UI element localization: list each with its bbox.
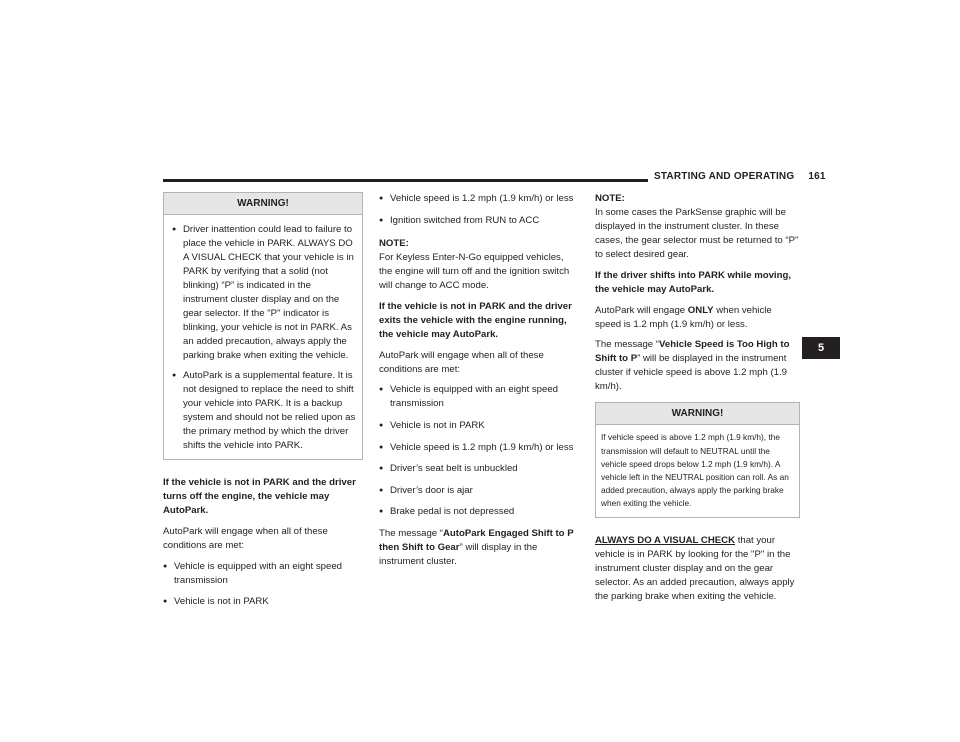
note-label: NOTE: xyxy=(379,238,409,249)
warning-body: If vehicle speed is above 1.2 mph (1.9 km/h), the transmission will default to NEUTRAL until the vehicle speed drops below 1.2 mph (1.9 km/h). A vehicle left in the NEUTRAL position can roll. As an added precaution, always apply the parking brake when exiting the vehicle. xyxy=(601,432,789,509)
note xyxy=(595,192,800,262)
list-item: ● Vehicle is not in PARK xyxy=(163,595,363,609)
running-header xyxy=(654,170,826,184)
column-2 xyxy=(379,192,579,576)
list-item: ● Driver’s door is ajar xyxy=(379,484,579,498)
warning-title: WARNING! xyxy=(596,403,799,425)
warning-title: WARNING! xyxy=(164,193,362,215)
note-text: In some cases the ParkSense graphic will be displayed in the instrument cluster. In these cases, the gear selector must be returned to “P” to select desired gear. xyxy=(595,207,799,260)
text-run: AutoPark will engage xyxy=(595,304,688,316)
warning-body xyxy=(164,215,362,459)
paragraph: AutoPark will engage when all of these conditions are met: xyxy=(163,525,328,551)
text-run: ” will be displayed in the instrument cluster if vehicle speed is above 1.2 mph (1.9 km/h). xyxy=(595,353,787,393)
list-item: ● Ignition switched from RUN to ACC xyxy=(379,214,579,228)
list-item: ● Vehicle is equipped with an eight speed transmission xyxy=(163,560,363,588)
text-run: The message “ xyxy=(379,527,443,539)
paragraph xyxy=(595,338,800,394)
page-number: 161 xyxy=(808,171,826,182)
paragraph xyxy=(595,304,800,332)
note-text: For Keyless Enter-N-Go equipped vehicles, the engine will turn off and the ignition switch will change to ACC mode. xyxy=(379,252,570,291)
text-run: when vehicle speed is 1.2 mph (1.9 km/h) or less. xyxy=(595,304,772,330)
paragraph xyxy=(595,534,800,604)
section-title: STARTING AND OPERATING xyxy=(654,171,795,182)
section-heading: If the driver shifts into PARK while moving, the vehicle may AutoPark. xyxy=(595,269,791,295)
column-1 xyxy=(163,192,363,617)
warning-box xyxy=(163,192,363,460)
list-item: ● Brake pedal is not depressed xyxy=(379,505,579,519)
paragraph xyxy=(379,527,579,569)
list-item: ● Vehicle speed is 1.2 mph (1.9 km/h) or less xyxy=(379,192,579,206)
list-item: ● Driver’s seat belt is unbuckled xyxy=(379,462,579,476)
warning-box xyxy=(595,402,800,517)
section-heading: If the vehicle is not in PARK and the driver turns off the engine, the vehicle may AutoPark. xyxy=(163,477,356,516)
warning-item: ● Driver inattention could lead to failure to place the vehicle in PARK. ALWAYS DO A VISUAL CHECK that your vehicle is in PARK by verifying that a solid (not blinking) “P” is indicated in the instrument cluster display and on the gear selector. If the "P" indicator is blinking, your vehicle is not in PARK. As an added precaution, always apply the parking brake when exiting the vehicle. xyxy=(172,223,356,363)
note-label: NOTE: xyxy=(595,193,625,204)
text-run: ” will display in the instrument cluster. xyxy=(379,541,538,567)
message-text: Vehicle Speed is Too High to Shift to P xyxy=(595,339,790,365)
header-rule xyxy=(163,179,648,182)
message-text: AutoPark Engaged Shift to P then Shift to Gear xyxy=(379,527,574,553)
column-3 xyxy=(595,192,800,610)
list-item: ● Vehicle speed is 1.2 mph (1.9 km/h) or less xyxy=(379,441,579,455)
emphasis: ONLY xyxy=(687,304,714,316)
chapter-tab: 5 xyxy=(802,337,840,359)
section-heading: If the vehicle is not in PARK and the driver exits the vehicle with the engine running, the vehicle may AutoPark. xyxy=(379,300,572,340)
note xyxy=(379,237,579,293)
list-item: ● Vehicle is equipped with an eight speed transmission xyxy=(379,383,579,411)
list-item: ● Vehicle is not in PARK xyxy=(379,419,579,433)
paragraph: AutoPark will engage when all of these conditions are met: xyxy=(379,349,544,375)
text-run: that your vehicle is in PARK by looking for the "P" in the instrument cluster display and on the gear selector. As an added precaution, always apply the parking brake when exiting the vehicle. xyxy=(595,534,795,602)
text-run: The message “ xyxy=(595,339,659,351)
warning-item: ● AutoPark is a supplemental feature. It is not designed to replace the need to shift your vehicle into PARK. It is a backup system and should not be relied upon as the primary method by which the driver shifts the vehicle into PARK. xyxy=(172,369,356,453)
visual-check-emphasis: ALWAYS DO A VISUAL CHECK xyxy=(595,534,736,546)
